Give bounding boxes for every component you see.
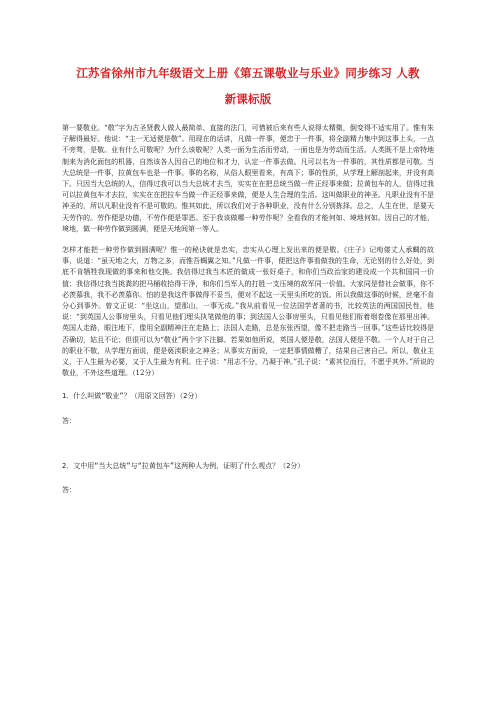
answer-1-label: 答： <box>62 417 76 426</box>
passage-paragraph-2: 怎样才能把一种劳作做到圆满呢？惟一的秘诀就是忠实，忠实从心理上发出来的便是敬。《庄子》记痀偻丈人承蜩的故事，说道：“虽天地之大，万物之多，而惟吾蜩翼之知。”凡做一件事，便把这件事看做我的生命，无论别的什么好处，到底不肯牺牲我现做的事来和他交换。我信得过我当木匠的做成一张好桌子，和你们当政治家的建设成一个共和国同一价值；我信得过我当挑粪的把马桶收拾得干净，和你们当军人的打胜一支压境的敌军同一价值。大家同是替社会做事，你不必羡慕我，我不必羡慕你。怕的是我这件事做得不妥当，便对不起这一天里头所吃的饭。所以我做这事的时候，丝毫不肯分心到事外。曾文正说：“坐这山，望那山，一事无成。”我从前看见一位法国学者著的书，比较英法的两国国民性，他说：“到英国人公事房里头，只看见他们埋头执笔做他的事；到法国人公事房里头，只看见他们衔着烟卷像在那里出神。英国人走路，眼注地下，像用全副精神注在走路上；法国人走路，总是东张西望，像不把走路当一回事。”这些话比较得是否确切，姑且不论；但很可以为“敬业”两个字下注脚。若果如他所说，英国人便是敬，法国人便是不敬。一个人对于自己的职业不敬，从学理方面说，便是亵渎职业之神圣；从事实方面说，一定把事情做糟了，结果自己害自己。所以，敬业主义，于人生最为必要，又于人生最为有利。庄子说：“用志不分，乃凝于神。”孔子说：“素其位而行，不愿乎其外。”所说的敬业，不外这些道理。（12分） <box>62 246 434 378</box>
passage-paragraph-1: 第一要敬业。“敬”字为古圣贤教人做人最简单、直接的法门，可惜被后来有些人说得太精微，倒变得不适实用了。惟有朱子解得最好。他说：“主一无适便是敬”。用现在的话讲，凡做一件事，便忠于一件事，将全副精力集中到这事上头，一点不旁骛，是敬。业有什么可敬呢？为什么该敬呢？人类一面为生活而劳动，一面也是为劳动而生活。人类既不是上帝特地制来为消化面包的机器，自然该各人因自己的地位和才力，认定一件事去做。凡可以名为一件事的，其性质都是可敬。当大总统是一件事，拉黄包车也是一件事。事的名称，从俗人眼里看来，有高下；事的性质，从学理上解剖起来，并没有高下。只因当大总统的人，信得过我可以当大总统才去当，实实在在把总统当做一件正经事来做；拉黄包车的人，信得过我可以拉黄包车才去拉，实实在在把拉车当做一件正经事来做，便是人生合理的生活。这叫做职业的神圣。凡职业没有不是神圣的，所以凡职业没有不是可敬的。惟其如此，所以我们对于各种职业，没有什么分别拣择。总之，人生在世，是要天天劳作的。劳作便是功德，不劳作便是罪恶。至于我该做哪一种劳作呢？全看我的才能何如、境地何如。因自己的才能、境地，做一种劳作做到圆满，便是天地间第一等人。 <box>62 124 434 233</box>
title-line-2: 新课标版 <box>224 92 272 106</box>
question-1: 1．什么叫做“敬业”？（用原文回答）（2分） <box>62 392 202 401</box>
title-line-1: 江苏省徐州市九年级语文上册《第五课敬业与乐业》同步练习 人教 <box>76 66 420 80</box>
answer-2-label: 答： <box>62 486 76 495</box>
question-2: 2．文中用“当大总统”与“拉黄包车”这两种人为例，证明了什么观点？（2分） <box>62 462 305 471</box>
document-title <box>62 64 434 109</box>
